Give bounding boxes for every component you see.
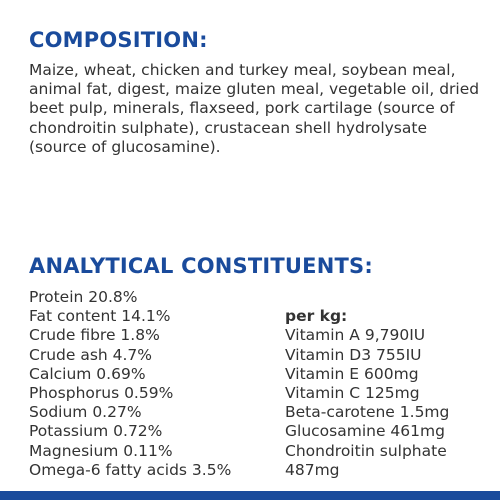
per-kg-item: Vitamin D3 755IU (285, 345, 422, 364)
per-kg-item: Glucosamine 461mg (285, 422, 445, 441)
constituent-item: Crude ash 4.7% (29, 345, 153, 364)
per-kg-list (285, 288, 449, 480)
constituent-item: Sodium 0.27% (29, 403, 142, 422)
constituent-item: Protein 20.8% (29, 288, 138, 306)
composition-heading: COMPOSITION: (29, 28, 208, 52)
composition-text: Maize, wheat, chicken and turkey meal, soybean meal, animal fat, digest, maize gluten meal, vegetable oil, dried beet pulp, minerals, flaxseed, pork cartilage (source of chondroitin sulphate), crustacean shell hydrolysate (source of glucosamine). (29, 61, 480, 156)
per-kg-item: Vitamin A 9,790IU (285, 326, 426, 345)
bottom-bar (0, 491, 500, 500)
constituent-item: Calcium 0.69% (29, 364, 146, 383)
constituent-item: Phosphorus 0.59% (29, 384, 174, 403)
per-kg-item: 487mg (285, 460, 340, 479)
per-kg-item: Vitamin E 600mg (285, 364, 419, 383)
per-kg-label: per kg: (285, 307, 348, 326)
list-spacer (285, 288, 449, 307)
constituent-item: Magnesium 0.11% (29, 441, 173, 460)
constituent-item: Fat content 14.1% (29, 307, 171, 326)
constituent-item: Omega-6 fatty acids 3.5% (29, 460, 232, 479)
constituent-item: Crude fibre 1.8% (29, 326, 160, 345)
constituent-item: Potassium 0.72% (29, 422, 163, 441)
analytical-constituents-heading: ANALYTICAL CONSTITUENTS: (29, 254, 373, 278)
constituents-list (29, 288, 231, 480)
per-kg-item: Vitamin C 125mg (285, 384, 420, 402)
per-kg-item: Beta-carotene 1.5mg (285, 403, 450, 422)
per-kg-item: Chondroitin sulphate (285, 441, 447, 460)
